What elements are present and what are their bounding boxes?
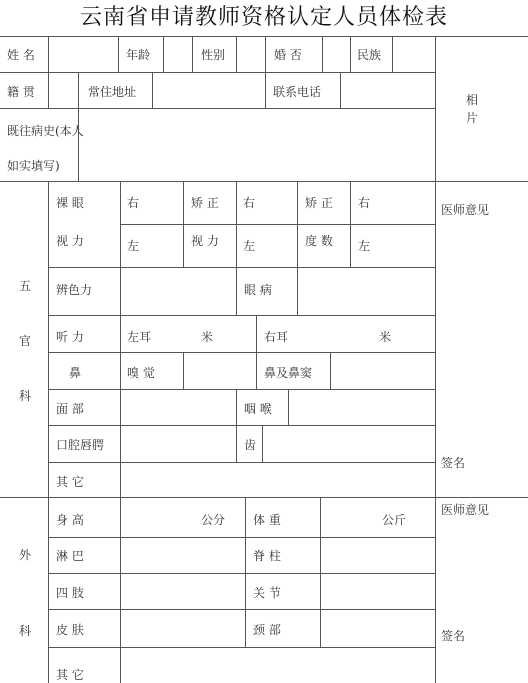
label-limbs: 四 肢 [56,586,84,600]
label-eye-other: 其 它 [56,475,84,489]
nasal-sinus-field[interactable] [331,353,435,389]
label-native-place: 籍 贯 [7,85,35,99]
native-place-field[interactable] [49,73,78,108]
spine-field[interactable] [321,538,435,573]
label-right-corrected: 右 [243,196,256,210]
eye-disease-field[interactable] [298,268,435,315]
label-naked-eye-1: 裸 眼 [56,196,84,210]
smell-field[interactable] [184,353,256,389]
label-face: 面 部 [56,402,84,416]
limbs-field[interactable] [121,574,245,609]
surgery-doctor-opinion-field[interactable] [436,498,528,683]
medical-history-field[interactable] [79,109,435,181]
skin-field[interactable] [121,610,245,647]
label-ethnicity: 民族 [357,48,382,62]
label-hearing: 听 力 [56,330,84,344]
label-cm: 公分 [201,513,226,527]
label-throat: 咽 喉 [244,402,272,416]
label-history-1: 既往病史(本人 [7,124,84,138]
label-spine: 脊 柱 [253,549,281,563]
photo-label-2: 片 [466,111,479,125]
form-title: 云南省申请教师资格认定人员体检表 [79,5,448,30]
category-char: 外 [19,548,32,562]
eye-doctor-opinion-field[interactable] [436,182,528,497]
label-nasal-sinus: 鼻及鼻窦 [264,366,313,380]
eye-other-field[interactable] [121,463,435,497]
label-history-2: 如实填写) [7,159,60,173]
photo-label-1: 相 [466,93,479,107]
joints-field[interactable] [321,574,435,609]
age-field[interactable] [164,37,192,72]
label-left-degree: 左 [358,239,371,253]
eye-doctor-opinion-label: 医师意见 [441,203,490,217]
label-nose: 鼻 [69,366,82,380]
label-right-ear: 右耳 [264,330,289,344]
height-field[interactable] [121,498,196,537]
label-lymph: 淋 巴 [56,549,84,563]
label-neck: 颈 部 [253,623,281,637]
throat-field[interactable] [289,390,435,425]
category-char: 科 [19,389,32,403]
label-right-degree: 右 [358,196,371,210]
surgery-doctor-opinion-label: 医师意见 [441,503,490,517]
label-right-naked: 右 [127,196,140,210]
label-kg: 公斤 [382,513,407,527]
phone-field[interactable] [341,73,435,108]
label-teeth: 齿 [244,438,257,452]
label-oral: 口腔唇腭 [56,438,105,452]
face-field[interactable] [121,390,236,425]
label-eye-disease: 眼 病 [244,283,272,297]
address-field[interactable] [153,73,265,108]
category-char: 五 [19,279,32,293]
label-phone: 联系电话 [273,85,322,99]
label-age: 年龄 [126,48,151,62]
label-marital: 婚 否 [274,48,302,62]
marital-field[interactable] [323,37,350,72]
name-field[interactable] [49,37,118,72]
category-char: 科 [19,624,32,638]
label-address: 常住地址 [88,85,137,99]
label-surgery-other: 其 它 [56,668,84,682]
label-name: 姓 名 [7,48,35,62]
label-naked-eye-2: 视 力 [56,234,84,248]
label-left-corrected: 左 [243,239,256,253]
label-meter-left: 米 [201,330,214,344]
lymph-field[interactable] [121,538,245,573]
ethnicity-field[interactable] [393,37,435,72]
surgery-other-field[interactable] [121,648,435,683]
oral-field[interactable] [121,426,236,462]
label-color-vision: 辨色力 [56,283,93,297]
teeth-field[interactable] [263,426,435,462]
label-joints: 关 节 [253,586,281,600]
eye-signature-label: 签名 [441,456,466,470]
label-corrected-2: 视 力 [191,234,219,248]
label-weight: 体 重 [253,513,281,527]
label-skin: 皮 肤 [56,623,84,637]
photo-box[interactable] [436,37,528,181]
label-meter-right: 米 [379,330,392,344]
label-corr-degree-1: 矫 正 [305,196,333,210]
label-left-ear: 左耳 [127,330,152,344]
neck-field[interactable] [321,610,435,647]
label-corr-degree-2: 度 数 [305,234,333,248]
label-gender: 性别 [201,48,226,62]
label-height: 身 高 [56,513,84,527]
label-corrected-1: 矫 正 [191,196,219,210]
label-smell: 嗅 觉 [127,366,155,380]
color-vision-field[interactable] [121,268,236,315]
label-left-naked: 左 [127,239,140,253]
weight-field[interactable] [321,498,379,537]
gender-field[interactable] [237,37,265,72]
category-char: 官 [19,334,32,348]
surgery-signature-label: 签名 [441,629,466,643]
